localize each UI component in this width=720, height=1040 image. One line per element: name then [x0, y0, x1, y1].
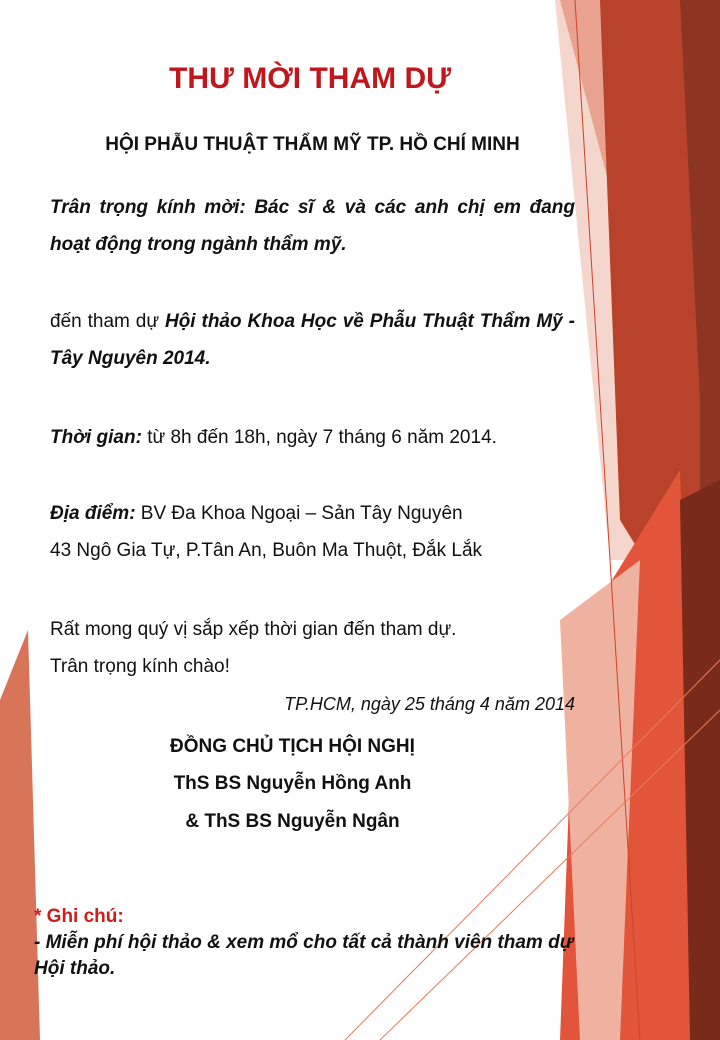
- event-paragraph: [50, 303, 575, 377]
- closing-line-1: Rất mong quý vị sắp xếp thời gian đến tham dự.: [50, 619, 457, 640]
- organizer-name: HỘI PHẪU THUẬT THẨM MỸ TP. HỒ CHÍ MINH: [105, 134, 520, 155]
- venue-label: Địa điểm:: [50, 503, 136, 524]
- note-label: * Ghi chú:: [34, 906, 124, 927]
- signer-name-1: ThS BS Nguyễn Hồng Anh: [173, 773, 412, 794]
- time-label: Thời gian:: [50, 427, 142, 448]
- venue-address: 43 Ngô Gia Tự, P.Tân An, Buôn Ma Thuột, Đắk Lắk: [50, 540, 483, 561]
- page-title: THƯ MỜI THAM DỰ: [169, 62, 451, 95]
- venue-line: [50, 503, 463, 525]
- closing-line-2: Trân trọng kính chào!: [50, 656, 230, 677]
- event-name: Hội thảo Khoa Học về Phẫu Thuật Thẩm Mỹ - Tây Nguyên 2014.: [50, 311, 575, 369]
- date-place: TP.HCM, ngày 25 tháng 4 năm 2014: [284, 694, 575, 714]
- venue-value: BV Đa Khoa Ngoại – Sản Tây Nguyên: [135, 503, 463, 524]
- invitation-text: Trân trọng kính mời: Bác sĩ & và các anh chị em đang hoạt động trong ngành thẩm mỹ.: [50, 197, 575, 255]
- signer-name-2: & ThS BS Nguyễn Ngân: [185, 811, 400, 832]
- time-value: từ 8h đến 18h, ngày 7 tháng 6 năm 2014.: [141, 427, 497, 448]
- note-text: - Miễn phí hội thảo & xem mổ cho tất cả thành viên tham dự Hội thảo.: [34, 932, 574, 979]
- signers-heading: ĐỒNG CHỦ TỊCH HỘI NGHỊ: [170, 736, 415, 757]
- time-line: [50, 427, 497, 449]
- event-lead: đến tham dự: [50, 311, 165, 332]
